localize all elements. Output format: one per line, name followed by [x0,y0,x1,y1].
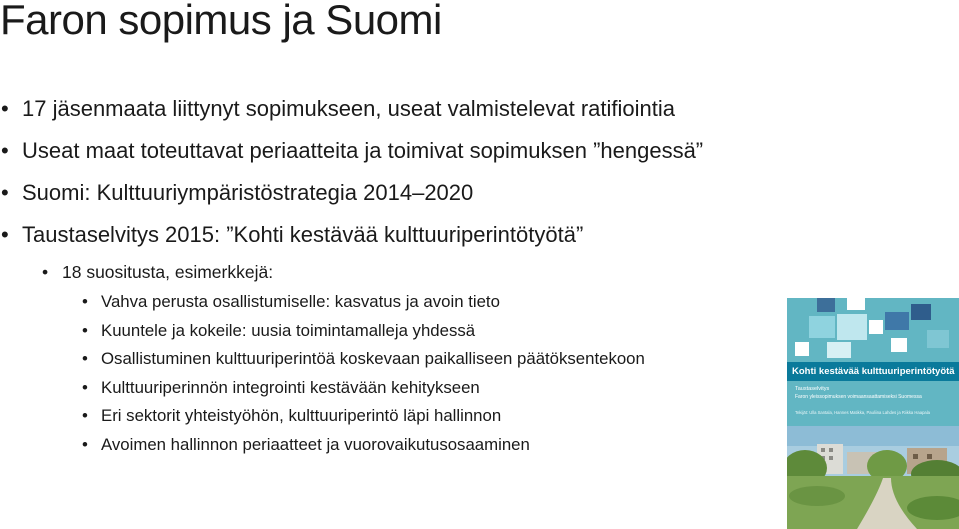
cover-mosaic-tile [827,342,851,358]
example-item: • Eri sektorit yhteistyöhön, kulttuuriperintö läpi hallinnon [80,404,645,433]
bullet-item: • 17 jäsenmaata liittynyt sopimukseen, useat valmistelevat ratifiointia [0,95,900,137]
example-list [80,290,645,462]
cover-photo [787,426,959,529]
cover-mosaic-tile [869,320,883,334]
cover-mosaic-tile [927,330,949,348]
sub-bullet-item: • 18 suositusta, esimerkkejä: [40,260,273,284]
cover-title: Kohti kestävää kulttuuriperintötyötä [787,362,959,381]
bullet-item: • Taustaselvitys 2015: ”Kohti kestävää kulttuuriperintötyötä” [0,221,900,263]
main-bullet-list [0,95,900,263]
cover-mosaic-tile [817,298,835,312]
example-item: • Kulttuuriperinnön integrointi kestävään kehitykseen [80,376,645,405]
cover-mosaic-tile [911,304,931,320]
slide-title: Faron sopimus ja Suomi [0,0,442,43]
bullet-item: • Useat maat toteuttavat periaatteita ja toimivat sopimuksen ”hengessä” [0,137,900,179]
bullet-item: • Suomi: Kulttuuriympäristöstrategia 2014–2020 [0,179,900,221]
cover-mosaic-tile [847,298,865,310]
sub-bullet-list [40,260,273,284]
example-item: • Kuuntele ja kokeile: uusia toimintamalleja yhdessä [80,319,645,348]
cover-mosaic-tile [795,342,809,356]
example-item: • Avoimen hallinnon periaatteet ja vuorovaikutusosaaminen [80,433,645,462]
cover-mosaic-tile [809,316,835,338]
cover-mosaic-tile [837,314,867,340]
example-item: • Osallistuminen kulttuuriperintöä koskevaan paikalliseen päätöksentekoon [80,347,645,376]
cover-mosaic-tile [885,312,909,330]
example-item: • Vahva perusta osallistumiselle: kasvatus ja avoin tieto [80,290,645,319]
cover-subtitle: Taustaselvitys [795,386,830,392]
cover-authors: Tekijät: Ulla Santala, Hannes Matikka, Pauliina Lahdes ja Riikka Haapala [795,410,931,415]
report-cover-image [787,298,959,529]
cover-subtitle-detail: Faron yleissopimuksen voimaansaattamiseksi Suomessa [795,394,922,400]
cover-mosaic-tile [891,338,907,352]
